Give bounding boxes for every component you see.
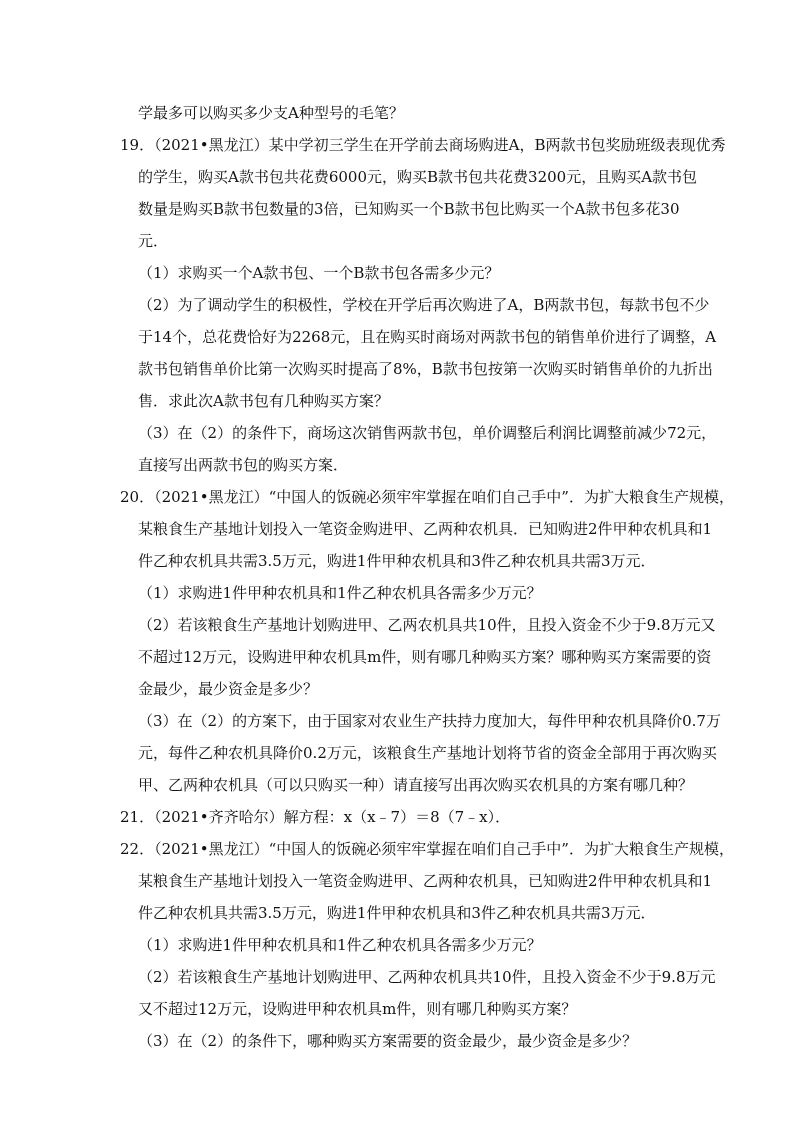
q19-part-2-line-2: 于14个，总花费恰好为2268元，且在购买时商场对两款书包的销售单价进行了调整，A bbox=[138, 328, 717, 346]
q21-stem-line-1: 21．（2021•齐齐哈尔）解方程：x（x﹣7）＝8（7﹣x）． bbox=[120, 808, 511, 826]
q20-stem-line-2: 某粮食生产基地计划投入一笔资金购进甲、乙两种农机具．已知购进2件甲种农机具和1 bbox=[138, 520, 713, 538]
q22-stem-line-3: 件乙种农机具共需3.5万元，购进1件甲种农机具和3件乙种农机具共需3万元． bbox=[138, 904, 656, 922]
q22-stem-line-1: 22．（2021•黑龙江）“中国人的饭碗必须牢牢掌握在咱们自己手中”．为扩大粮食生产规模， bbox=[120, 840, 734, 858]
q20-part-3-line-2: 元，每件乙种农机具降价0.2万元，该粮食生产基地计划将节省的资金全部用于再次购买 bbox=[138, 744, 717, 762]
q20-part-3-line-1: （3）在（2）的方案下，由于国家对农业生产扶持力度加大，每件甲种农机具降价0.7万 bbox=[138, 712, 721, 730]
q22-part-2-line-1: （2）若该粮食生产基地计划购进甲、乙两种农机具共10件，且投入资金不少于9.8万元 bbox=[138, 968, 716, 986]
q20-stem-line-3: 件乙种农机具共需3.5万元，购进1件甲种农机具和3件乙种农机具共需3万元． bbox=[138, 552, 656, 570]
q20-stem-line-1: 20．（2021•黑龙江）“中国人的饭碗必须牢牢掌握在咱们自己手中”．为扩大粮食生产规模， bbox=[120, 488, 734, 506]
q19-part-3-line-2: 直接写出两款书包的购买方案． bbox=[138, 456, 349, 474]
q19-part-1: （1）求购买一个A款书包、一个B款书包各需多少元？ bbox=[138, 264, 500, 282]
q20-part-2-line-3: 金最少，最少资金是多少？ bbox=[138, 680, 319, 698]
q22-part-3-line-1: （3）在（2）的条件下，哪种购买方案需要的资金最少，最少资金是多少？ bbox=[138, 1032, 638, 1050]
q19-stem-line-1: 19．（2021•黑龙江）某中学初三学生在开学前去商场购进A，B两款书包奖励班级表现优秀 bbox=[120, 136, 726, 154]
q20-part-3-line-3: 甲、乙两种农机具（可以只购买一种）请直接写出再次购买农机具的方案有哪几种？ bbox=[138, 776, 694, 794]
q22-part-2-line-2: 又不超过12万元，设购进甲种农机具m件，则有哪几种购买方案？ bbox=[138, 1000, 577, 1018]
q20-part-2-line-1: （2）若该粮食生产基地计划购进甲、乙两农机具共10件，且投入资金不少于9.8万元又 bbox=[138, 616, 716, 634]
q20-part-2-line-2: 不超过12万元，设购进甲种农机具m件，则有哪几种购买方案？哪种购买方案需要的资 bbox=[138, 648, 712, 666]
q19-stem-line-3: 数量是购买B款书包数量的3倍，已知购买一个B款书包比购买一个A款书包多花30 bbox=[138, 200, 680, 218]
q22-part-1: （1）求购进1件甲种农机具和1件乙种农机具各需多少万元？ bbox=[138, 936, 542, 954]
q18-tail-text: 学最多可以购买多少支A种型号的毛笔？ bbox=[138, 104, 404, 122]
q19-stem-line-4: 元． bbox=[138, 232, 169, 250]
q19-part-3-line-1: （3）在（2）的条件下，商场这次销售两款书包，单价调整后利润比调整前减少72元， bbox=[138, 424, 717, 442]
q22-stem-line-2: 某粮食生产基地计划投入一笔资金购进甲、乙两种农机具，已知购进2件甲种农机具和1 bbox=[138, 872, 713, 890]
q20-part-1: （1）求购进1件甲种农机具和1件乙种农机具各需多少万元？ bbox=[138, 584, 542, 602]
q19-part-2-line-1: （2）为了调动学生的积极性，学校在开学后再次购进了A，B两款书包，每款书包不少 bbox=[138, 296, 710, 314]
q19-part-2-line-3: 款书包销售单价比第一次购买时提高了8%，B款书包按第一次购买时销售单价的九折出 bbox=[138, 360, 713, 378]
q19-part-2-line-4: 售．求此次A款书包有几种购买方案？ bbox=[138, 392, 389, 410]
q19-stem-line-2: 的学生，购买A款书包共花费6000元，购买B款书包共花费3200元，且购买A款书包 bbox=[138, 168, 698, 186]
